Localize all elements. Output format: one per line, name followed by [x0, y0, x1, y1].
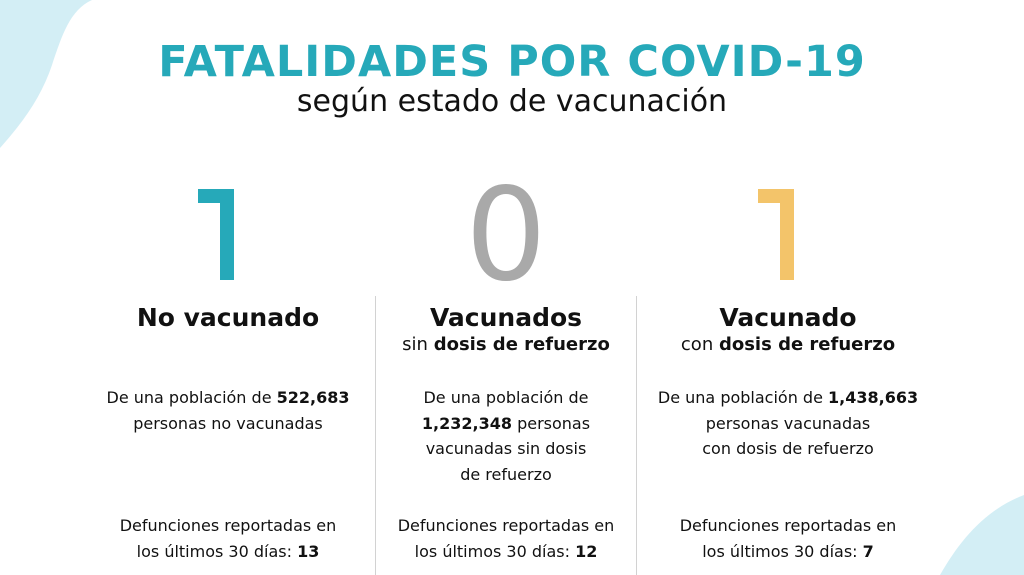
column-heading: Vacunado [719, 303, 857, 332]
big-number-zero-gray: 0 [465, 161, 547, 310]
deaths-value: 12 [575, 541, 598, 561]
population-value: 522,683 [276, 388, 350, 407]
column-vaccinated-no-booster [376, 0, 636, 575]
page-title: FATALIDADES POR COVID-19 [158, 37, 866, 87]
deaths-value: 13 [297, 541, 320, 561]
deaths-text: Defunciones reportadas en los últimos 30 días: 13 [119, 516, 337, 561]
population-value: 1,232,348 [421, 413, 512, 433]
column-vaccinated-booster [640, 0, 936, 575]
population-text: De una población de 1,438,663 personas vacunadas con dosis de refuerzo [657, 388, 919, 458]
big-number-one-yellow [758, 189, 808, 281]
column-subheading: sin dosis de refuerzo [402, 334, 610, 355]
deaths-value: 7 [862, 541, 874, 561]
big-number-one-teal [198, 189, 248, 281]
deaths-text: Defunciones reportadas en los últimos 30 días: 7 [679, 516, 897, 561]
column-unvaccinated [88, 0, 368, 575]
column-heading: Vacunados [429, 303, 583, 332]
background-blob-bottom-right [940, 495, 1024, 575]
population-text: De una población de 522,683 personas no vacunadas [106, 388, 350, 433]
column-heading: No vacunado [136, 303, 320, 332]
population-text: De una población de 1,232,348 personas vacunadas sin dosis de refuerzo [421, 388, 591, 484]
deaths-text: Defunciones reportadas en los últimos 30 días: 12 [397, 516, 615, 561]
page-subtitle: según estado de vacunación [296, 84, 728, 119]
column-divider-right [636, 296, 637, 575]
column-subheading: con dosis de refuerzo [680, 334, 896, 355]
population-value: 1,438,663 [828, 388, 919, 407]
